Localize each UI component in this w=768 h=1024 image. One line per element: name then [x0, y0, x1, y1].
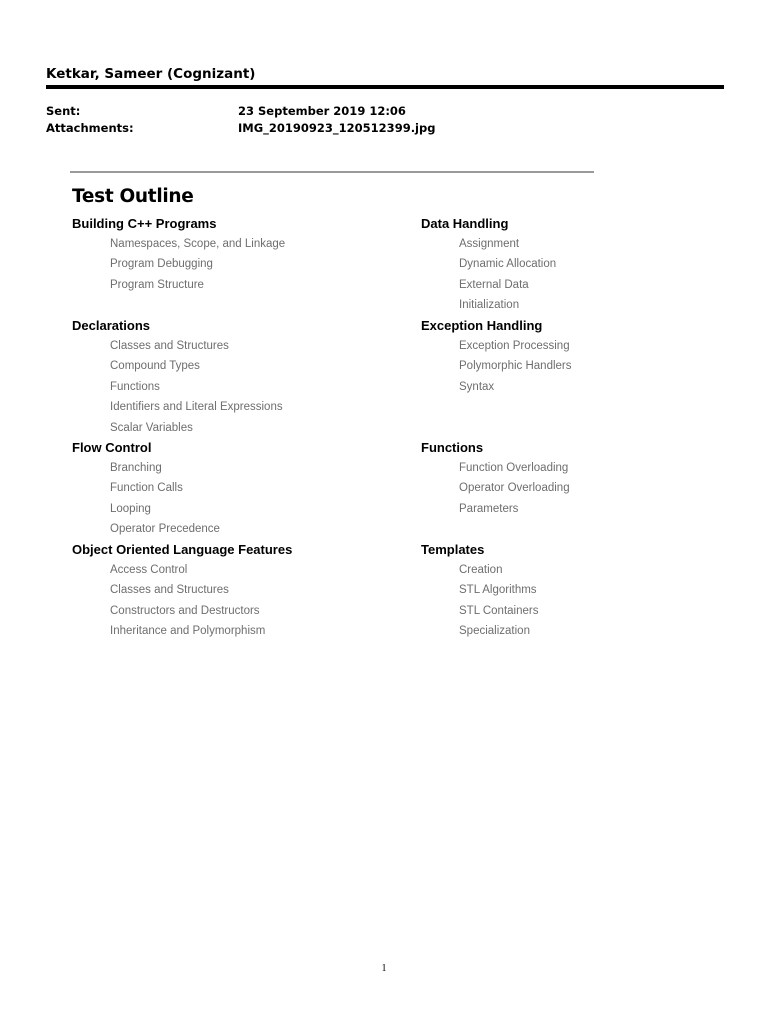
list-item: Classes and Structures [110, 340, 229, 352]
list-item: Function Calls [110, 482, 183, 495]
list-item: Classes and Structures [110, 584, 229, 597]
section-heading: Data Handling [421, 216, 509, 231]
sender-name: Ketkar, Sameer (Cognizant) [46, 66, 256, 82]
list-item: Operator Overloading [459, 482, 570, 495]
list-item: Branching [110, 462, 162, 474]
list-item: STL Containers [459, 604, 539, 617]
list-item: Exception Processing [459, 340, 570, 352]
list-item: Polymorphic Handlers [459, 360, 572, 373]
list-item: Looping [110, 502, 151, 515]
list-item: Access Control [110, 564, 188, 576]
list-item: STL Algorithms [459, 584, 537, 597]
list-item: External Data [459, 278, 529, 291]
list-item: Syntax [459, 380, 495, 393]
content-divider [70, 171, 594, 173]
list-item: Specialization [459, 625, 530, 638]
list-item: Creation [459, 564, 503, 576]
section-functions [421, 438, 751, 519]
attachments-label: Attachments: [46, 121, 134, 135]
section-flow-control [72, 438, 402, 540]
header-divider [46, 85, 724, 89]
list-item: Program Structure [110, 278, 204, 291]
sent-value: 23 September 2019 12:06 [238, 104, 406, 118]
section-data-handling [421, 214, 751, 316]
list-item: Initialization [459, 299, 520, 312]
list-item: Parameters [459, 502, 519, 515]
section-declarations [72, 316, 402, 438]
page-number: 1 [381, 963, 387, 974]
section-object-oriented-language-features [72, 540, 402, 642]
list-item: Identifiers and Literal Expressions [110, 401, 283, 414]
section-heading: Functions [421, 440, 484, 455]
list-item: Functions [110, 380, 160, 393]
list-item: Namespaces, Scope, and Linkage [110, 238, 286, 250]
list-item: Inheritance and Polymorphism [110, 625, 266, 638]
page-title: Test Outline [72, 186, 194, 207]
section-heading: Flow Control [72, 440, 152, 455]
list-item: Operator Precedence [110, 523, 220, 536]
section-heading: Templates [421, 542, 485, 557]
list-item: Scalar Variables [110, 421, 193, 434]
list-item: Compound Types [110, 360, 200, 373]
section-heading: Building C++ Programs [72, 216, 217, 231]
list-item: Constructors and Destructors [110, 604, 260, 617]
section-heading: Exception Handling [421, 318, 543, 333]
section-building-cpp-programs [72, 214, 402, 295]
list-item: Assignment [459, 238, 520, 250]
section-heading: Declarations [72, 318, 151, 333]
sent-label: Sent: [46, 104, 81, 118]
section-heading: Object Oriented Language Features [72, 542, 293, 557]
list-item: Program Debugging [110, 258, 213, 271]
section-exception-handling [421, 316, 751, 397]
list-item: Function Overloading [459, 462, 569, 474]
attachment-link[interactable]: IMG_20190923_120512399.jpg [238, 121, 436, 135]
list-item: Dynamic Allocation [459, 258, 557, 271]
section-templates [421, 540, 751, 642]
